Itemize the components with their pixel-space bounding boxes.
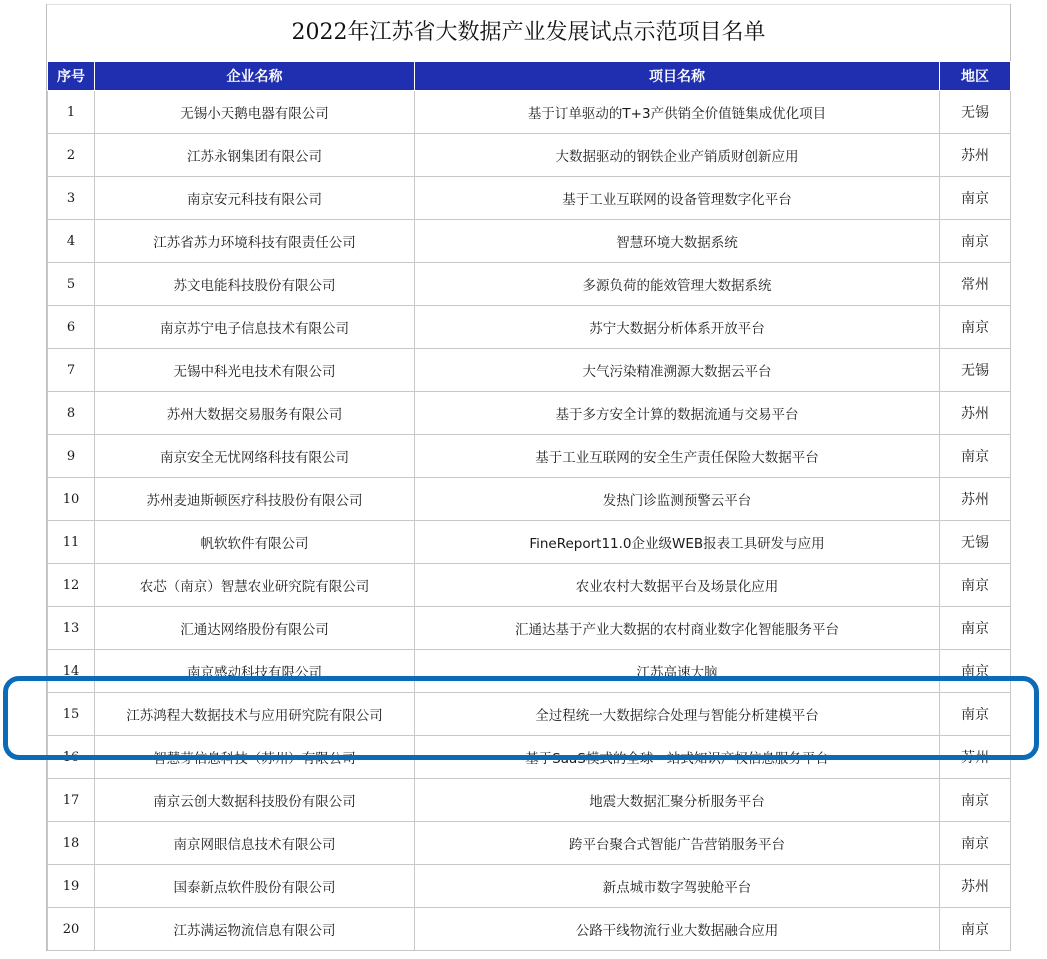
table-row [48,693,1011,736]
cell-no: 13 [48,607,95,650]
cell-project: 跨平台聚合式智能广告营销服务平台 [415,822,940,865]
cell-region: 南京 [940,435,1011,478]
cell-project: 基于工业互联网的设备管理数字化平台 [415,177,940,220]
cell-region: 苏州 [940,478,1011,521]
cell-project: 大气污染精准溯源大数据云平台 [415,349,940,392]
cell-project: 智慧环境大数据系统 [415,220,940,263]
cell-company: 无锡小天鹅电器有限公司 [95,91,415,134]
table-row [48,478,1011,521]
cell-no: 16 [48,736,95,779]
cell-company: 南京网眼信息技术有限公司 [95,822,415,865]
table-row [48,607,1011,650]
cell-company: 汇通达网络股份有限公司 [95,607,415,650]
table-body [48,91,1011,951]
cell-project: 大数据驱动的钢铁企业产销质财创新应用 [415,134,940,177]
cell-region: 无锡 [940,349,1011,392]
cell-no: 3 [48,177,95,220]
cell-no: 6 [48,306,95,349]
cell-region: 南京 [940,607,1011,650]
cell-company: 无锡中科光电技术有限公司 [95,349,415,392]
cell-project: 全过程统一大数据综合处理与智能分析建模平台 [415,693,940,736]
cell-company: 江苏鸿程大数据技术与应用研究院有限公司 [95,693,415,736]
cell-region: 南京 [940,564,1011,607]
cell-region: 南京 [940,220,1011,263]
cell-company: 国泰新点软件股份有限公司 [95,865,415,908]
cell-company: 南京苏宁电子信息技术有限公司 [95,306,415,349]
cell-company: 南京感动科技有限公司 [95,650,415,693]
cell-no: 10 [48,478,95,521]
table-row [48,263,1011,306]
cell-company: 苏文电能科技股份有限公司 [95,263,415,306]
table-row [48,91,1011,134]
header-region: 地区 [940,62,1011,91]
cell-region: 苏州 [940,134,1011,177]
cell-company: 帆软软件有限公司 [95,521,415,564]
cell-project: 多源负荷的能效管理大数据系统 [415,263,940,306]
cell-region: 苏州 [940,865,1011,908]
project-table [47,61,1011,951]
cell-project: 基于SaaS模式的全球一站式知识产权信息服务平台 [415,736,940,779]
table-row [48,865,1011,908]
cell-no: 5 [48,263,95,306]
document-title: 2022年江苏省大数据产业发展试点示范项目名单 [47,4,1010,61]
cell-no: 2 [48,134,95,177]
cell-project: 江苏高速大脑 [415,650,940,693]
cell-project: 发热门诊监测预警云平台 [415,478,940,521]
cell-region: 南京 [940,822,1011,865]
cell-no: 12 [48,564,95,607]
cell-region: 南京 [940,779,1011,822]
cell-no: 9 [48,435,95,478]
table-row [48,306,1011,349]
cell-region: 无锡 [940,91,1011,134]
cell-no: 14 [48,650,95,693]
cell-project: 地震大数据汇聚分析服务平台 [415,779,940,822]
cell-company: 南京云创大数据科技股份有限公司 [95,779,415,822]
cell-no: 18 [48,822,95,865]
table-row [48,435,1011,478]
cell-region: 南京 [940,306,1011,349]
table-row [48,177,1011,220]
cell-no: 11 [48,521,95,564]
header-no: 序号 [48,62,95,91]
table-header-row [48,62,1011,91]
cell-region: 常州 [940,263,1011,306]
cell-region: 苏州 [940,392,1011,435]
table-row [48,134,1011,177]
cell-project: 基于工业互联网的安全生产责任保险大数据平台 [415,435,940,478]
cell-region: 苏州 [940,736,1011,779]
cell-project: 公路干线物流行业大数据融合应用 [415,908,940,951]
cell-region: 南京 [940,177,1011,220]
cell-project: 新点城市数字驾驶舱平台 [415,865,940,908]
table-row [48,521,1011,564]
cell-no: 4 [48,220,95,263]
cell-company: 南京安全无忧网络科技有限公司 [95,435,415,478]
cell-project: 汇通达基于产业大数据的农村商业数字化智能服务平台 [415,607,940,650]
header-project: 项目名称 [415,62,940,91]
cell-company: 江苏满运物流信息有限公司 [95,908,415,951]
cell-project: 基于多方安全计算的数据流通与交易平台 [415,392,940,435]
cell-no: 7 [48,349,95,392]
cell-company: 苏州大数据交易服务有限公司 [95,392,415,435]
table-row [48,908,1011,951]
table-row [48,736,1011,779]
table-row [48,220,1011,263]
cell-region: 南京 [940,693,1011,736]
cell-no: 19 [48,865,95,908]
table-row [48,779,1011,822]
cell-company: 智慧芽信息科技（苏州）有限公司 [95,736,415,779]
table-row [48,349,1011,392]
cell-project: 苏宁大数据分析体系开放平台 [415,306,940,349]
cell-company: 苏州麦迪斯顿医疗科技股份有限公司 [95,478,415,521]
cell-company: 南京安元科技有限公司 [95,177,415,220]
cell-region: 南京 [940,908,1011,951]
header-company: 企业名称 [95,62,415,91]
table-row [48,650,1011,693]
cell-no: 1 [48,91,95,134]
cell-company: 江苏省苏力环境科技有限责任公司 [95,220,415,263]
cell-region: 南京 [940,650,1011,693]
cell-project: 农业农村大数据平台及场景化应用 [415,564,940,607]
document-sheet [46,4,1011,951]
table-row [48,392,1011,435]
cell-company: 农芯（南京）智慧农业研究院有限公司 [95,564,415,607]
cell-project: 基于订单驱动的T+3产供销全价值链集成优化项目 [415,91,940,134]
cell-no: 15 [48,693,95,736]
cell-company: 江苏永钢集团有限公司 [95,134,415,177]
cell-no: 17 [48,779,95,822]
table-row [48,822,1011,865]
cell-no: 8 [48,392,95,435]
table-row [48,564,1011,607]
cell-project: FineReport11.0企业级WEB报表工具研发与应用 [415,521,940,564]
cell-no: 20 [48,908,95,951]
cell-region: 无锡 [940,521,1011,564]
